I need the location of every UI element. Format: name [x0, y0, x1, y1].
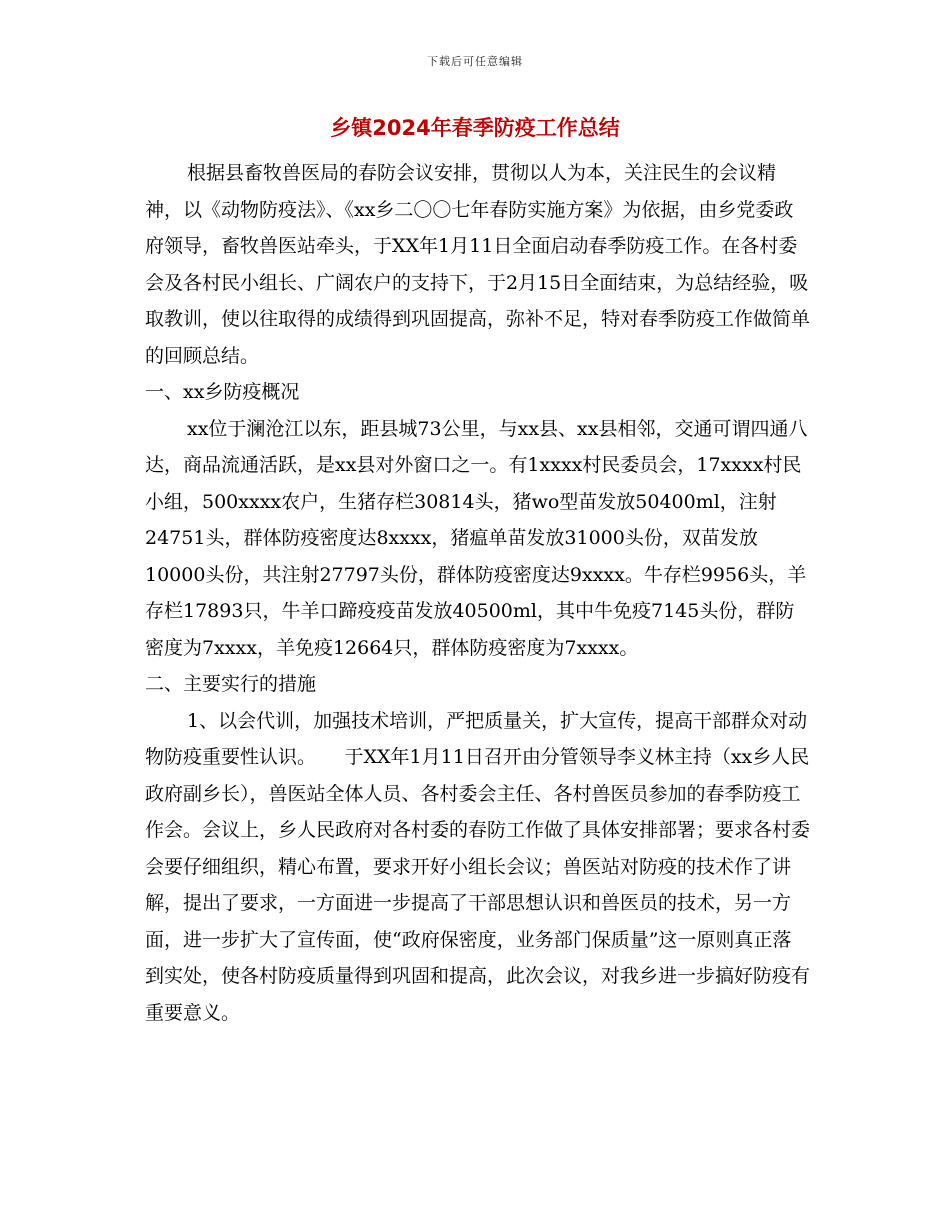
section-heading-measures: 二、主要实行的措施	[145, 673, 317, 695]
document-body	[145, 155, 810, 1031]
measures-paragraph: 1、以会代训，加强技术培训，严把质量关，扩大宣传，提高干部群众对动物防疫重要性认识。 于XX年1月11日召开由分管领导李义林主持（xx乡人民政府副乡长），兽医站全体人员、各村委会主任、各村兽医员参加的春季防疫工作会。会议上，乡人民政府对各村委的春防工作做了具体安排部署；要求各村委会要仔细组织，精心布置，要求开好小组长会议；兽医站对防疫的技术作了讲解，提出了要求，一方面进一步提高了干部思想认识和兽医员的技术，另一方面，进一步扩大了宣传面，使“政府保密度，业务部门保质量”这一原则真正落到实处，使各村防疫质量得到巩固和提高，此次会议，对我乡进一步搞好防疫有重要意义。	[145, 709, 811, 1024]
overview-paragraph: xx位于澜沧江以东，距县城73公里，与xx县、xx县相邻，交通可谓四通八达，商品流通活跃，是xx县对外窗口之一。有1xxxx村民委员会，17xxxx村民小组，500xxxx农户，生猪存栏30814头，猪wo型苗发放50400ml，注射24751头，群体防疫密度达8xxxx，猪瘟单苗发放31000头份，双苗发放10000头份，共注射27797头份，群体防疫密度达9xxxx。牛存栏9956头，羊存栏17893只，牛羊口蹄疫疫苗发放40500ml，其中牛免疫7145头份，群防密度为7xxxx，羊免疫12664只，群体防疫密度为7xxxx。	[145, 417, 808, 659]
page-header-note: 下载后可任意编辑	[427, 55, 523, 68]
intro-paragraph: 根据县畜牧兽医局的春防会议安排，贯彻以人为本，关注民生的会议精神，以《动物防疫法》、《xx乡二〇〇七年春防实施方案》为依据，由乡党委政府领导，畜牧兽医站牵头，于XX年1月11日全面启动春季防疫工作。在各村委会及各村民小组长、广阔农户的支持下，于2月15日全面结束，为总结经验，吸取教训，使以往取得的成绩得到巩固提高，弥补不足，特对春季防疫工作做简单的回顾总结。	[145, 162, 811, 367]
section-heading-overview: 一、xx乡防疫概况	[145, 381, 300, 403]
document-title: 乡镇2024年春季防疫工作总结	[330, 116, 620, 140]
